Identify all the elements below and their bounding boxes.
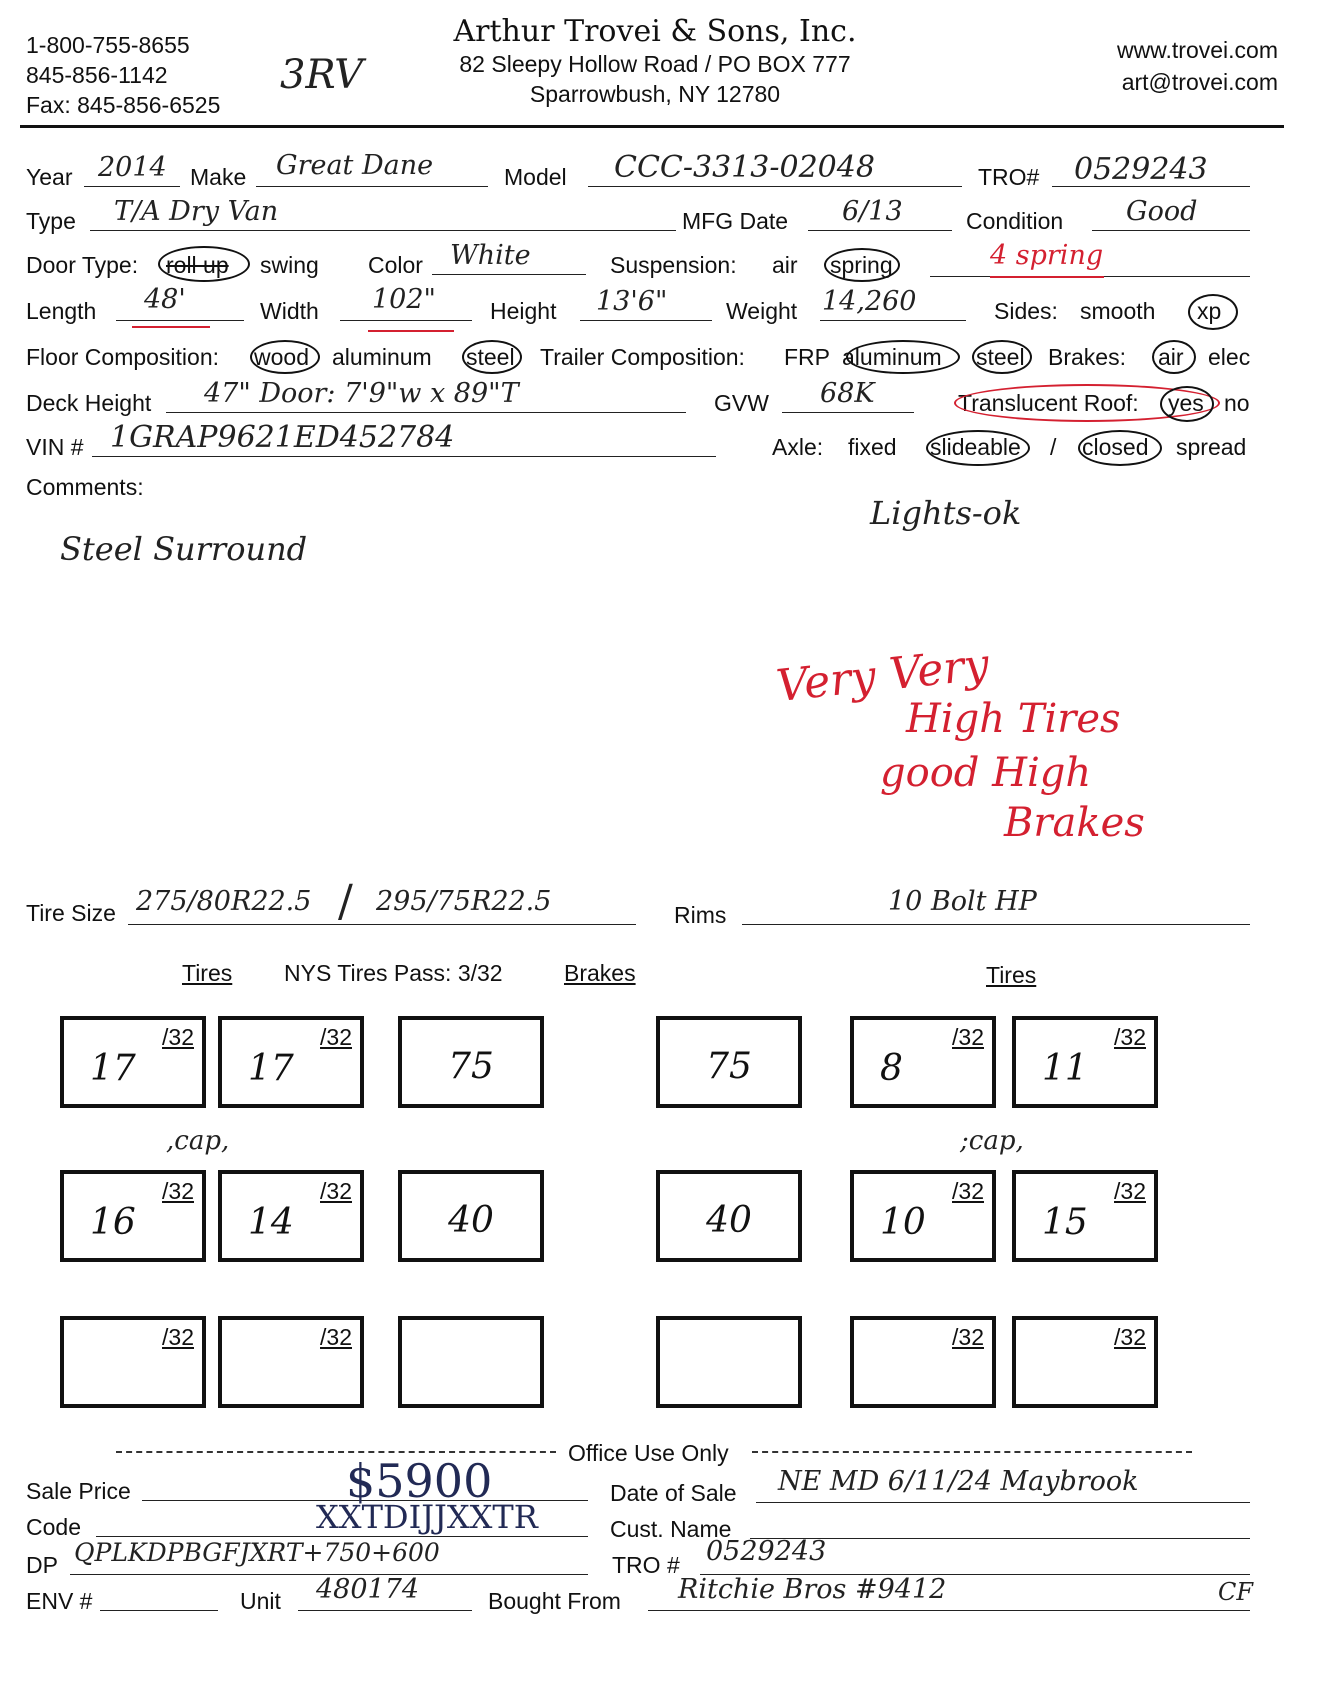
office-use-title: Office Use Only	[568, 1440, 729, 1466]
suspension-extra-value: 4 spring	[990, 240, 1104, 271]
cap-note-left: ,cap,	[166, 1126, 230, 1156]
model-value: CCC-3313-02048	[614, 150, 875, 185]
unit-value: 480174	[316, 1574, 420, 1605]
tire-box-r2-c6: /32 15	[1012, 1170, 1158, 1262]
phone-2: 845-856-1142	[26, 62, 168, 88]
bought-from-label: Bought From	[488, 1588, 621, 1614]
axle-label: Axle:	[772, 434, 824, 460]
office-dash-left	[116, 1451, 556, 1453]
brake-box-r2-left: 40	[398, 1170, 544, 1262]
vin-label: VIN #	[26, 434, 84, 460]
color-value: White	[450, 240, 531, 271]
comment-left: Steel Surround	[60, 530, 308, 568]
axle-closed-option: closed	[1082, 434, 1149, 460]
email: art@trovei.com	[1121, 69, 1278, 95]
tro2-label: TRO #	[612, 1552, 680, 1578]
fax: Fax: 845-856-6525	[26, 92, 221, 118]
axle-closed-circle	[1078, 430, 1162, 466]
mfg-date-value: 6/13	[842, 196, 903, 227]
sale-price-label: Sale Price	[26, 1478, 131, 1504]
comment-right: Lights-ok	[870, 494, 1022, 532]
rims-label: Rims	[674, 902, 727, 928]
tires-header-left: Tires	[182, 960, 233, 986]
brakes-air-circle	[1152, 340, 1196, 374]
mfg-date-label: MFG Date	[682, 208, 789, 234]
sides-xp-circle	[1188, 294, 1238, 330]
tire-box-r3-c5: /32	[850, 1316, 996, 1408]
deck-height-value: 47" Door: 7'9"w x 89"T	[204, 378, 519, 409]
tire-size-label: Tire Size	[26, 900, 116, 926]
roof-no-option: no	[1224, 390, 1250, 416]
red-note-line-3: good High	[880, 750, 1092, 796]
make-label: Make	[190, 164, 247, 190]
tro2-value: 0529243	[706, 1536, 827, 1567]
company-name: Arthur Trovei & Sons, Inc.	[453, 14, 857, 49]
tire-box-r1-c2: /32 17	[218, 1016, 364, 1108]
width-value: 102"	[372, 284, 436, 315]
weight-label: Weight	[726, 298, 798, 324]
make-value: Great Dane	[276, 150, 434, 181]
dp-value: QPLKDPBGFJXRT+750+600	[74, 1538, 440, 1567]
tire-size-divider: /	[338, 876, 353, 927]
translucent-roof-label: Translucent Roof:	[958, 390, 1139, 416]
code-label: Code	[26, 1514, 81, 1540]
cap-note-right: ;cap,	[960, 1126, 1024, 1156]
deck-height-label: Deck Height	[26, 390, 152, 416]
sides-label: Sides:	[994, 298, 1058, 324]
date-of-sale-value: NE MD 6/11/24 Maybrook	[778, 1466, 1139, 1497]
roof-yes-option: yes	[1168, 390, 1204, 416]
comments-label: Comments:	[26, 474, 144, 500]
suspension-spring-circle	[824, 248, 900, 282]
tire-box-r2-c5: /32 10	[850, 1170, 996, 1262]
tire-box-r3-c6: /32	[1012, 1316, 1158, 1408]
tire-box-r3-c2: /32	[218, 1316, 364, 1408]
rims-value: 10 Bolt HP	[888, 886, 1037, 917]
brake-box-r2-right: 40	[656, 1170, 802, 1262]
model-label: Model	[504, 164, 567, 190]
door-roll-up-circle	[158, 246, 250, 282]
door-type-label: Door Type:	[26, 252, 139, 278]
year-label: Year	[26, 164, 73, 190]
initials: CF	[1218, 1578, 1254, 1606]
length-value: 48'	[144, 284, 186, 315]
length-label: Length	[26, 298, 97, 324]
brakes-air-option: air	[1158, 344, 1184, 370]
cust-name-label: Cust. Name	[610, 1516, 732, 1542]
tro-label: TRO#	[978, 164, 1040, 190]
height-value: 13'6"	[596, 286, 668, 317]
unit-label: Unit	[240, 1588, 281, 1614]
condition-label: Condition	[966, 208, 1064, 234]
trailer-steel-option: steel	[976, 344, 1025, 370]
tire-box-r1-c1: /32 17	[60, 1016, 206, 1108]
color-label: Color	[368, 252, 423, 278]
trailer-aluminum-circle	[846, 340, 960, 374]
header-divider	[20, 125, 1284, 128]
company-header	[400, 14, 910, 108]
floor-comp-label: Floor Composition:	[26, 344, 220, 370]
trailer-frp-option: FRP	[784, 344, 830, 370]
red-note-line-1: Very Very	[773, 638, 992, 713]
brake-box-r1-left: 75	[398, 1016, 544, 1108]
door-roll-up-option: roll up	[166, 252, 229, 278]
brakes-header: Brakes	[564, 960, 636, 986]
tire-box-r3-c1: /32	[60, 1316, 206, 1408]
brakes-elec-option: elec	[1208, 344, 1251, 370]
phone-block	[26, 30, 220, 120]
brake-box-r3-left	[398, 1316, 544, 1408]
gvw-value: 68K	[820, 378, 875, 409]
door-swing-option: swing	[260, 252, 319, 278]
sides-xp-option: xp	[1197, 298, 1222, 324]
phone-1: 1-800-755-8655	[26, 32, 190, 58]
year-value: 2014	[98, 152, 167, 183]
suspension-air-option: air	[772, 252, 798, 278]
red-note-line-2: High Tires	[906, 696, 1121, 742]
brake-box-r3-right	[656, 1316, 802, 1408]
tires-header-right: Tires	[986, 962, 1037, 988]
axle-slideable-circle	[926, 430, 1030, 466]
dp-label: DP	[26, 1552, 58, 1578]
vin-value: 1GRAP9621ED452784	[110, 420, 455, 455]
contact-block	[1117, 34, 1278, 98]
tire-box-r2-c1: /32 16	[60, 1170, 206, 1262]
height-label: Height	[490, 298, 557, 324]
axle-spread-option: spread	[1176, 434, 1247, 460]
gvw-label: GVW	[714, 390, 769, 416]
tro-value: 0529243	[1074, 152, 1208, 187]
floor-steel-circle	[462, 340, 522, 374]
tire-box-r2-c2: /32 14	[218, 1170, 364, 1262]
floor-wood-circle	[250, 340, 320, 374]
floor-steel-option: steel	[466, 344, 515, 370]
handwritten-code: 3RV	[280, 52, 364, 98]
weight-value: 14,260	[822, 286, 917, 317]
website: www.trovei.com	[1116, 37, 1278, 63]
tire-box-r1-c5: /32 8	[850, 1016, 996, 1108]
trailer-aluminum-option: aluminum	[842, 344, 942, 370]
type-label: Type	[26, 208, 76, 234]
nys-pass-note: NYS Tires Pass: 3/32	[284, 960, 503, 986]
trailer-comp-label: Trailer Composition:	[540, 344, 745, 370]
sides-smooth-option: smooth	[1080, 298, 1156, 324]
tire-size-a: 275/80R22.5	[136, 886, 312, 917]
env-label: ENV #	[26, 1588, 93, 1614]
tire-size-b: 295/75R22.5	[376, 886, 552, 917]
suspension-label: Suspension:	[610, 252, 737, 278]
date-of-sale-label: Date of Sale	[610, 1480, 737, 1506]
suspension-spring-option: spring	[830, 252, 893, 278]
axle-fixed-option: fixed	[848, 434, 897, 460]
tire-box-r1-c6: /32 11	[1012, 1016, 1158, 1108]
trailer-steel-circle	[972, 340, 1032, 374]
office-dash-right	[752, 1451, 1192, 1453]
floor-aluminum-option: aluminum	[332, 344, 432, 370]
floor-wood-option: wood	[254, 344, 309, 370]
red-note-line-4: Brakes	[1004, 800, 1145, 846]
code-value: XXTDIJJXXTR	[316, 1498, 538, 1536]
sale-price-value: $5900	[346, 1454, 493, 1508]
bought-from-value: Ritchie Bros #9412	[678, 1574, 947, 1605]
address-line-1: 82 Sleepy Hollow Road / PO BOX 777	[459, 51, 851, 77]
address-line-2: Sparrowbush, NY 12780	[529, 81, 781, 107]
roof-yes-circle	[1160, 386, 1214, 422]
condition-value: Good	[1126, 196, 1198, 227]
brakes-label: Brakes:	[1048, 344, 1126, 370]
axle-slideable-option: slideable	[930, 434, 1021, 460]
axle-slash: /	[1050, 434, 1057, 460]
type-value: T/A Dry Van	[114, 196, 279, 227]
brake-box-r1-right: 75	[656, 1016, 802, 1108]
width-label: Width	[260, 298, 319, 324]
